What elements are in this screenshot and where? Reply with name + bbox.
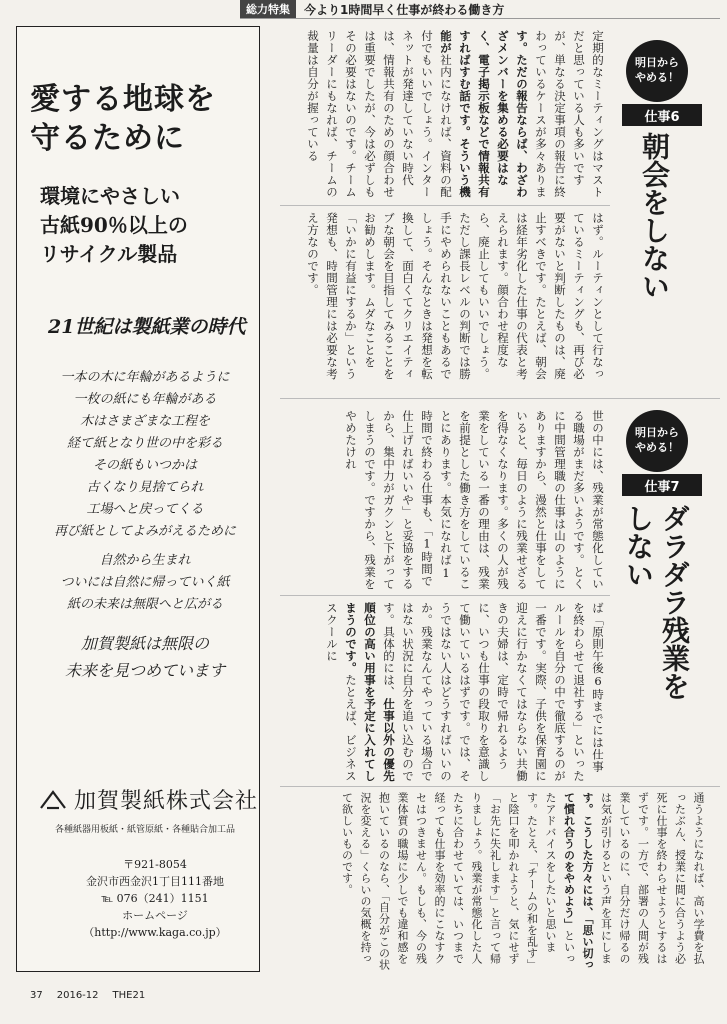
- body-line: しいものです。: [340, 815, 354, 896]
- section7-badge-circle: 明日から やめる！: [626, 410, 688, 472]
- body-line: もしも、今の残業体質の職場: [396, 792, 428, 965]
- body-line: のなら、「自分がこの状況を変: [359, 792, 391, 971]
- body-line: る仕事も、「1時間で仕上げれ: [401, 410, 434, 587]
- body-line: られます。顔合わせ程度なら、: [477, 212, 510, 368]
- body-line: といったアドバイスをしたいと: [544, 792, 576, 965]
- page-footer: [30, 990, 145, 1001]
- body-line: もいいでしょう。: [420, 54, 434, 150]
- body-line: え方なのです。: [306, 212, 320, 296]
- body-line: 態化した人たちに合わせていて: [451, 792, 483, 965]
- body-line: は山のようにありますから、漫: [534, 410, 567, 590]
- body-line: 働き方をしていることにありま: [439, 410, 472, 590]
- ad-poem-line: 一枚の紙にも年輪がある: [73, 392, 217, 407]
- body-line: 一方で、部署の人間が残業し: [618, 792, 650, 965]
- ad-homepage-label: ホームページ: [122, 909, 188, 923]
- ad-poem: [40, 367, 250, 543]
- body-line: たとえば、ビジネススクールに: [325, 602, 358, 782]
- body-line: 必ずしもその必要はないのです。: [344, 30, 377, 198]
- body-line: 行かなくてはならない共働きの: [496, 602, 529, 782]
- body-line: わっているケースが多々ありま: [534, 30, 548, 198]
- section6-badge-circle: 明日から やめる！: [626, 40, 688, 102]
- header-divider: [240, 18, 720, 19]
- ad-postal: 〒921-8054: [123, 858, 187, 871]
- ad-tel: ℡ 076（241）1151: [101, 892, 209, 906]
- ad-poem-line: 自然から生まれ: [99, 553, 191, 568]
- body-line: 実際、子供を保育園に迎えに: [515, 602, 548, 782]
- ad-poem-line: 古くなり見捨てられ: [86, 480, 204, 495]
- body-line: ている職場がまだ多いようで: [572, 410, 605, 590]
- body-line: ただし課長レベルの判断では: [458, 212, 472, 368]
- body-line: う必死に仕事を終わらせようと: [655, 792, 687, 965]
- section7-body-top: [287, 410, 607, 590]
- ad-poem-line: 再び紙としてよみがえるために: [53, 524, 236, 539]
- body-line: いるミーティングも、再び必要: [553, 212, 586, 380]
- ad-poem-line: 工場へと戻ってくる: [86, 502, 204, 517]
- ad-address: 金沢市西金沢1丁目111番地: [86, 875, 224, 889]
- body-line: 定期的なミーティングはマス: [591, 30, 605, 186]
- body-line: 然と仕事をしていると、毎日の: [515, 410, 548, 590]
- body-line: す。とくに中間管理職の仕事: [553, 410, 586, 590]
- body-line: 通うようになれば、高い学費を: [692, 792, 705, 953]
- body-line: 「いかに有益にするか」という: [344, 212, 358, 380]
- ad-poem-line: ついには自然に帰っていく紙: [60, 575, 230, 590]
- body-line: をお勧めします。ムダなことを: [363, 212, 396, 380]
- body-line: するはずです。: [636, 792, 668, 965]
- body-line: ように残業せざるを得なくなり: [496, 410, 529, 590]
- company-logo-icon: [38, 788, 68, 810]
- body-line: トだと思っている人も多いです: [572, 30, 605, 198]
- body-line: 世の中には、残業が常態化し: [591, 410, 605, 566]
- body-line-bold: を予定に入れてしまうのです。: [344, 602, 377, 782]
- body-line: ているのに、自分だけ帰るのは: [599, 792, 631, 965]
- body-line: ですから、残業をやめたけれ: [344, 410, 377, 590]
- body-line: 気にせず「お先に失礼します」と: [488, 792, 520, 965]
- section-divider: [280, 398, 720, 399]
- body-line: す。本気になれば1時間で終わ: [420, 410, 453, 581]
- body-line: を終わらせて退社する」といっ: [572, 602, 586, 770]
- body-line: を乱す」と陰口を叩かれようと、: [507, 792, 539, 971]
- body-line: たルールを自分の中で徹底する: [553, 602, 586, 782]
- ad-poem-closing: [40, 550, 250, 616]
- body-line: 番の理由は、残業を前提とした: [458, 410, 491, 590]
- body-line-bold: 切って慣れ合うのをやめよう」: [562, 792, 594, 971]
- article-header: [240, 0, 720, 18]
- body-line: はず。ルーティンとして行なって: [572, 212, 605, 380]
- body-line: 勝手にやめられないこともある: [439, 212, 472, 380]
- ad-future-line: 加賀製紙は無限の: [80, 634, 209, 653]
- header-tag: 総力特集: [240, 0, 296, 18]
- ad-poem-line: 一本の木に年輪があるように: [60, 370, 230, 385]
- body-line: では、そうではない人はどう: [439, 602, 472, 782]
- body-line: ない時代は、情報共有のための: [382, 30, 415, 186]
- body-line: ば「原則午後6時までには仕事: [591, 602, 605, 773]
- section6-title: 朝会をしない: [638, 132, 671, 300]
- section6-badge-bar: 仕事6: [622, 104, 702, 126]
- body-line-bold: 仕事以外の優先順位の高い用事: [363, 602, 396, 782]
- body-line: に少しでも違和感を抱いている: [377, 792, 409, 965]
- body-line: 率的にこなすクセはつきません。: [414, 792, 446, 965]
- section7-title-line: ダラダラ残業を: [658, 504, 691, 700]
- ad-poem-line: 経て紙となり世の中を彩る: [66, 436, 223, 451]
- header-title: 今より1時間早く仕事が終わる働き方: [304, 2, 505, 17]
- ad-future-line: 未来を見つめています: [64, 661, 225, 681]
- ad-products: 各種紙器用板紙・紙管原紙・各種貼合加工品: [54, 825, 235, 835]
- page-number: 37: [30, 990, 43, 1001]
- body-line: うのです。: [363, 434, 377, 494]
- body-line: を追い込むのです。具体的には、: [382, 602, 415, 782]
- ad-future-tagline: [40, 630, 250, 684]
- section7-badge-bar: 仕事7: [622, 474, 702, 496]
- body-line: 多くの人が残業をしている一: [477, 410, 510, 590]
- ad-headline-line: 愛する地球を: [30, 82, 216, 117]
- body-line: 転換して、面白くてクリエイテ: [401, 212, 434, 380]
- body-line: インターネットが発達してい: [401, 30, 434, 198]
- body-line: がないと判断したものは、廃止: [534, 212, 567, 380]
- body-line: 社内になければ、資料の配付で: [420, 30, 453, 198]
- ad-company-name: 加賀製紙株式会社: [74, 789, 259, 814]
- ad-headline-line: 守るために: [30, 121, 185, 156]
- ad-sub-line: 環境にやさしい: [40, 184, 180, 208]
- body-line: 顔合わせは重要でしたが、今は: [363, 30, 396, 198]
- ad-headline: [30, 80, 250, 158]
- body-line-bold: メンバーを集める必要はなく、: [477, 30, 510, 186]
- body-line: える」くらいの気概を持って欲: [340, 792, 372, 965]
- body-line: が、単なる決定事項の報告に終: [553, 30, 567, 198]
- ad-sub-line: 古紙90％以上の: [40, 213, 188, 237]
- body-line-bold: す。ただの報告ならば、わざわざ: [496, 30, 529, 198]
- body-line: チームリーダーにもなれば、チ: [325, 30, 358, 198]
- body-line: すればいいのか。残業なんてやっ: [420, 602, 453, 782]
- body-line: のが一番です。: [534, 602, 567, 782]
- body-line: 働いているはずです。: [458, 614, 472, 734]
- ad-contact: [60, 856, 250, 941]
- body-line: 夫婦は、定時で帰れるように、: [477, 602, 510, 770]
- body-line: でしょう。そんなときは発想を: [420, 212, 453, 380]
- ad-homepage-url[interactable]: （http://www.kaga.co.jp）: [83, 926, 227, 940]
- body-line: 集中力がガクンと下がってしま: [363, 410, 396, 590]
- column-divider: [280, 205, 610, 206]
- body-line-bold: す。こうした方々には、「思い: [581, 792, 594, 948]
- body-line: 発想も、時間管理には必要な考: [325, 212, 339, 380]
- body-line: いつも仕事の段取りを意識して: [458, 602, 491, 782]
- section6-body-top: [287, 30, 607, 200]
- issue-date: 2016-12: [56, 990, 99, 1001]
- section7-title: [620, 504, 692, 744]
- body-line-bold: ばすむ話です。そういう機能が: [439, 30, 472, 198]
- body-line: 経年劣化した仕事の代表と考え: [496, 212, 529, 380]
- section6-body-bottom: [287, 212, 607, 390]
- body-line: 気が引けるという声を耳にしま: [599, 803, 613, 965]
- body-line: 言って帰りましょう。残業が常: [470, 792, 502, 965]
- ad-poem-line: その紙もいつかは: [92, 458, 197, 473]
- magazine-name: THE21: [112, 990, 146, 1001]
- column-divider: [280, 786, 720, 787]
- body-line: ます。: [496, 482, 510, 518]
- body-line: 廃止してもいいでしょう。: [477, 236, 491, 380]
- body-line: すべきです。たとえば、朝会は: [515, 212, 548, 380]
- body-line: は、いつまで経っても仕事を効: [433, 792, 465, 965]
- section7-body-bottom: [287, 792, 707, 972]
- body-line: ばいいや」と妥協をするから、: [382, 410, 415, 590]
- ad-poem-line: 木はさまざまな工程を: [79, 414, 210, 429]
- ad-subheadline: [40, 182, 250, 269]
- ad-era-tagline: 21世紀は製紙業の時代: [48, 316, 246, 338]
- body-line: ている場合ではない状況に自分: [401, 602, 434, 782]
- ad-sub-line: リサイクル製品: [40, 242, 178, 266]
- body-line: 払ったぶん、授業に間に合うよ: [673, 792, 705, 965]
- section7-body-mid: [287, 602, 607, 782]
- column-divider: [280, 595, 610, 596]
- body-line: ィブな朝会を目指してみること: [382, 212, 415, 380]
- body-line: 思います。たとえ、「チームの和: [525, 792, 557, 953]
- body-line: ームの裁量は自分が握っている: [306, 30, 339, 198]
- ad-poem-line: 紙の未来は無限へと広がる: [66, 597, 223, 612]
- body-line-bold: 電子掲示板などで情報共有すれ: [458, 30, 491, 198]
- section7-title-line: しない: [622, 504, 655, 588]
